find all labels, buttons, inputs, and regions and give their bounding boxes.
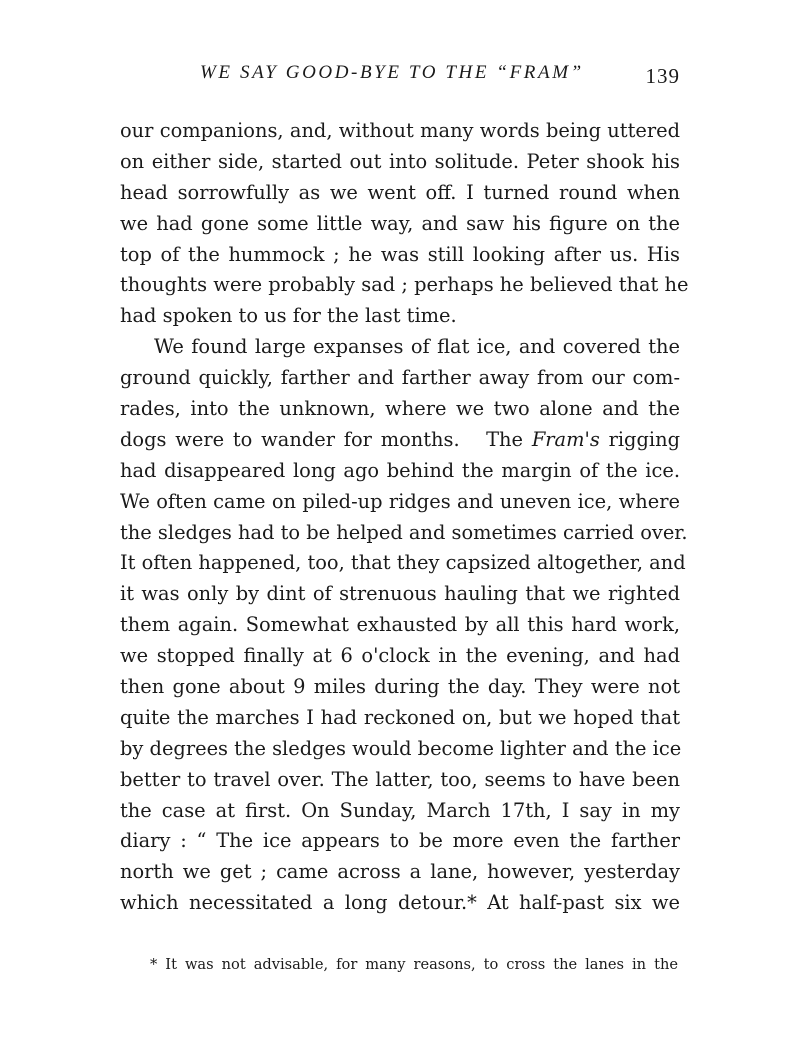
line-segment: dogs were to wander for months. — [120, 427, 460, 451]
text-line: rades, into the unknown, where we two alone and the — [120, 397, 680, 421]
text-line: We often came on piled-up ridges and uneven ice, where — [120, 489, 680, 513]
text-line: had disappeared long ago behind the margin of the ice. — [120, 458, 680, 482]
text-line: quite the marches I had reckoned on, but we hoped that — [120, 705, 680, 729]
text-line: top of the hummock ; he was still looking after us. His — [120, 242, 680, 266]
text-line: better to travel over. The latter, too, seems to have been — [120, 767, 680, 791]
page-header — [200, 62, 680, 92]
line-segment: The — [486, 427, 523, 451]
text-line-with-italic — [120, 425, 680, 456]
text-line: head sorrowfully as we went off. I turned round when — [120, 180, 680, 204]
running-title: WE SAY GOOD-BYE TO THE “FRAM” — [200, 62, 584, 83]
text-line: north we get ; came across a lane, however, yesterday — [120, 860, 680, 884]
text-line: on either side, started out into solitude. Peter shook his — [120, 149, 680, 173]
line-segment: rigging — [608, 427, 680, 451]
text-line: thoughts were probably sad ; perhaps he believed that he — [120, 273, 689, 297]
text-line: our companions, and, without many words being uttered — [120, 119, 680, 142]
text-line: diary : “ The ice appears to be more even the farther — [120, 829, 680, 853]
text-line: ground quickly, farther and farther away from our com- — [120, 366, 680, 390]
text-line: we had gone some little way, and saw his figure on the — [120, 211, 680, 235]
ship-name-italic: Fram's — [531, 427, 600, 451]
text-line: then gone about 9 miles during the day. They were not — [120, 675, 680, 699]
text-line: It often happened, too, that they capsized altogether, and — [120, 551, 686, 575]
text-line: them again. Somewhat exhausted by all this hard work, — [120, 613, 680, 637]
text-line: we stopped finally at 6 o'clock in the evening, and had — [120, 644, 680, 668]
body-text — [120, 116, 689, 919]
text-line: it was only by dint of strenuous hauling that we righted — [120, 582, 680, 606]
text-line: the sledges had to be helped and sometimes carried over. — [120, 520, 688, 544]
text-line: had spoken to us for the last time. — [120, 304, 457, 328]
text-line: We found large expanses of flat ice, and covered the — [154, 335, 680, 359]
page-number: 139 — [645, 64, 680, 88]
text-line: the case at first. On Sunday, March 17th, I say in my — [120, 798, 680, 822]
text-line: which necessitated a long detour.* At half-past six we — [120, 891, 680, 915]
footnote: * It was not advisable, for many reasons, to cross the lanes in the — [150, 956, 678, 973]
text-line: by degrees the sledges would become lighter and the ice — [120, 736, 682, 760]
